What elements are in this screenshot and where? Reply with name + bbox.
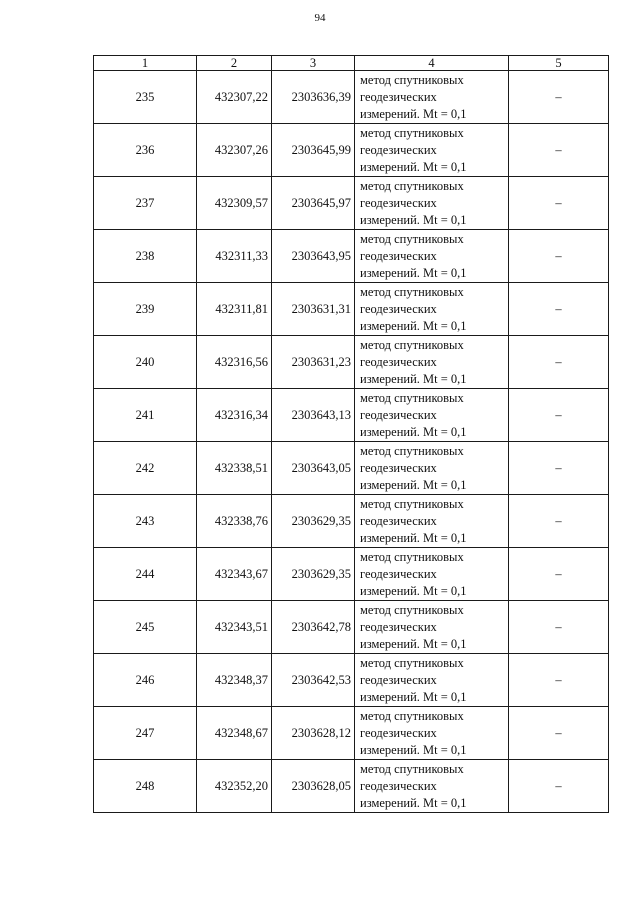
method-line: метод спутниковых (360, 72, 464, 87)
y-coordinate-cell: 2303628,05 (272, 760, 355, 813)
y-coordinate-cell: 2303643,95 (272, 230, 355, 283)
method-line: геодезических (360, 89, 437, 104)
note-cell (509, 760, 609, 813)
point-number-cell: 238 (94, 230, 197, 283)
method-line: измерений. Mt = 0,1 (360, 371, 467, 386)
x-coordinate-cell: 432343,67 (197, 548, 272, 601)
dash-mark: – (555, 407, 562, 422)
dash-mark: – (555, 725, 562, 740)
point-number-cell: 235 (94, 71, 197, 124)
table-row (94, 71, 609, 124)
y-coordinate-cell: 2303629,35 (272, 548, 355, 601)
method-line: измерений. Mt = 0,1 (360, 106, 467, 121)
dash-mark: – (555, 778, 562, 793)
method-line: измерений. Mt = 0,1 (360, 212, 467, 227)
point-number-cell: 242 (94, 442, 197, 495)
x-coordinate-cell: 432311,33 (197, 230, 272, 283)
dash-mark: – (555, 142, 562, 157)
column-header-5: 5 (509, 56, 609, 71)
method-line: геодезических (360, 566, 437, 581)
method-line: метод спутниковых (360, 496, 464, 511)
dash-mark: – (555, 301, 562, 316)
method-line: геодезических (360, 513, 437, 528)
note-cell (509, 707, 609, 760)
method-cell (355, 601, 509, 654)
method-line: измерений. Mt = 0,1 (360, 265, 467, 280)
y-coordinate-cell: 2303631,31 (272, 283, 355, 336)
x-coordinate-cell: 432343,51 (197, 601, 272, 654)
method-line: измерений. Mt = 0,1 (360, 689, 467, 704)
method-cell (355, 71, 509, 124)
point-number-cell: 240 (94, 336, 197, 389)
x-coordinate-cell: 432311,81 (197, 283, 272, 336)
table-row (94, 495, 609, 548)
point-number-cell: 239 (94, 283, 197, 336)
method-line: геодезических (360, 619, 437, 634)
table-row (94, 707, 609, 760)
y-coordinate-cell: 2303645,99 (272, 124, 355, 177)
method-line: геодезических (360, 778, 437, 793)
method-line: метод спутниковых (360, 761, 464, 776)
method-line: геодезических (360, 354, 437, 369)
table-row (94, 336, 609, 389)
note-cell (509, 336, 609, 389)
x-coordinate-cell: 432316,56 (197, 336, 272, 389)
method-line: измерений. Mt = 0,1 (360, 795, 467, 810)
point-number-cell: 237 (94, 177, 197, 230)
dash-mark: – (555, 195, 562, 210)
table-row (94, 389, 609, 442)
y-coordinate-cell: 2303628,12 (272, 707, 355, 760)
note-cell (509, 389, 609, 442)
method-line: метод спутниковых (360, 443, 464, 458)
x-coordinate-cell: 432338,51 (197, 442, 272, 495)
y-coordinate-cell: 2303645,97 (272, 177, 355, 230)
dash-mark: – (555, 354, 562, 369)
x-coordinate-cell: 432307,22 (197, 71, 272, 124)
page-number: 94 (314, 12, 326, 24)
method-line: метод спутниковых (360, 125, 464, 140)
note-cell (509, 283, 609, 336)
method-line: измерений. Mt = 0,1 (360, 742, 467, 757)
method-cell (355, 495, 509, 548)
y-coordinate-cell: 2303643,13 (272, 389, 355, 442)
note-cell (509, 177, 609, 230)
x-coordinate-cell: 432316,34 (197, 389, 272, 442)
method-cell (355, 442, 509, 495)
method-cell (355, 707, 509, 760)
method-line: метод спутниковых (360, 178, 464, 193)
point-number-cell: 243 (94, 495, 197, 548)
method-cell (355, 177, 509, 230)
method-cell (355, 230, 509, 283)
x-coordinate-cell: 432352,20 (197, 760, 272, 813)
dash-mark: – (555, 672, 562, 687)
y-coordinate-cell: 2303636,39 (272, 71, 355, 124)
method-line: метод спутниковых (360, 549, 464, 564)
note-cell (509, 654, 609, 707)
method-line: измерений. Mt = 0,1 (360, 424, 467, 439)
method-line: измерений. Mt = 0,1 (360, 318, 467, 333)
y-coordinate-cell: 2303631,23 (272, 336, 355, 389)
x-coordinate-cell: 432307,26 (197, 124, 272, 177)
method-cell (355, 283, 509, 336)
dash-mark: – (555, 248, 562, 263)
column-header-3: 3 (272, 56, 355, 71)
table-row (94, 654, 609, 707)
note-cell (509, 601, 609, 654)
point-number-cell: 246 (94, 654, 197, 707)
method-line: измерений. Mt = 0,1 (360, 636, 467, 651)
y-coordinate-cell: 2303643,05 (272, 442, 355, 495)
dash-mark: – (555, 513, 562, 528)
method-cell (355, 389, 509, 442)
table-row (94, 283, 609, 336)
point-number-cell: 248 (94, 760, 197, 813)
method-line: измерений. Mt = 0,1 (360, 159, 467, 174)
dash-mark: – (555, 460, 562, 475)
method-line: геодезических (360, 407, 437, 422)
dash-mark: – (555, 89, 562, 104)
table-row (94, 177, 609, 230)
x-coordinate-cell: 432348,67 (197, 707, 272, 760)
method-line: измерений. Mt = 0,1 (360, 477, 467, 492)
x-coordinate-cell: 432309,57 (197, 177, 272, 230)
y-coordinate-cell: 2303642,78 (272, 601, 355, 654)
table-row (94, 548, 609, 601)
coordinates-table (93, 55, 609, 813)
table-row (94, 601, 609, 654)
note-cell (509, 124, 609, 177)
y-coordinate-cell: 2303642,53 (272, 654, 355, 707)
method-line: геодезических (360, 725, 437, 740)
dash-mark: – (555, 566, 562, 581)
method-cell (355, 760, 509, 813)
method-line: метод спутниковых (360, 655, 464, 670)
note-cell (509, 495, 609, 548)
note-cell (509, 230, 609, 283)
method-cell (355, 124, 509, 177)
method-line: метод спутниковых (360, 231, 464, 246)
method-line: метод спутниковых (360, 337, 464, 352)
note-cell (509, 548, 609, 601)
column-header-2: 2 (197, 56, 272, 71)
dash-mark: – (555, 619, 562, 634)
table-header-row (94, 56, 609, 71)
column-header-4: 4 (355, 56, 509, 71)
point-number-cell: 245 (94, 601, 197, 654)
x-coordinate-cell: 432338,76 (197, 495, 272, 548)
y-coordinate-cell: 2303629,35 (272, 495, 355, 548)
method-line: метод спутниковых (360, 602, 464, 617)
method-line: геодезических (360, 248, 437, 263)
method-line: метод спутниковых (360, 284, 464, 299)
note-cell (509, 442, 609, 495)
note-cell (509, 71, 609, 124)
method-cell (355, 548, 509, 601)
table-row (94, 230, 609, 283)
point-number-cell: 247 (94, 707, 197, 760)
method-cell (355, 654, 509, 707)
point-number-cell: 236 (94, 124, 197, 177)
x-coordinate-cell: 432348,37 (197, 654, 272, 707)
method-line: геодезических (360, 672, 437, 687)
method-line: геодезических (360, 301, 437, 316)
point-number-cell: 244 (94, 548, 197, 601)
table-body (94, 71, 609, 813)
table-row (94, 760, 609, 813)
method-line: метод спутниковых (360, 390, 464, 405)
method-line: геодезических (360, 195, 437, 210)
method-line: измерений. Mt = 0,1 (360, 530, 467, 545)
method-line: измерений. Mt = 0,1 (360, 583, 467, 598)
method-line: метод спутниковых (360, 708, 464, 723)
method-cell (355, 336, 509, 389)
table-row (94, 442, 609, 495)
method-line: геодезических (360, 142, 437, 157)
point-number-cell: 241 (94, 389, 197, 442)
table-row (94, 124, 609, 177)
method-line: геодезических (360, 460, 437, 475)
column-header-1: 1 (94, 56, 197, 71)
